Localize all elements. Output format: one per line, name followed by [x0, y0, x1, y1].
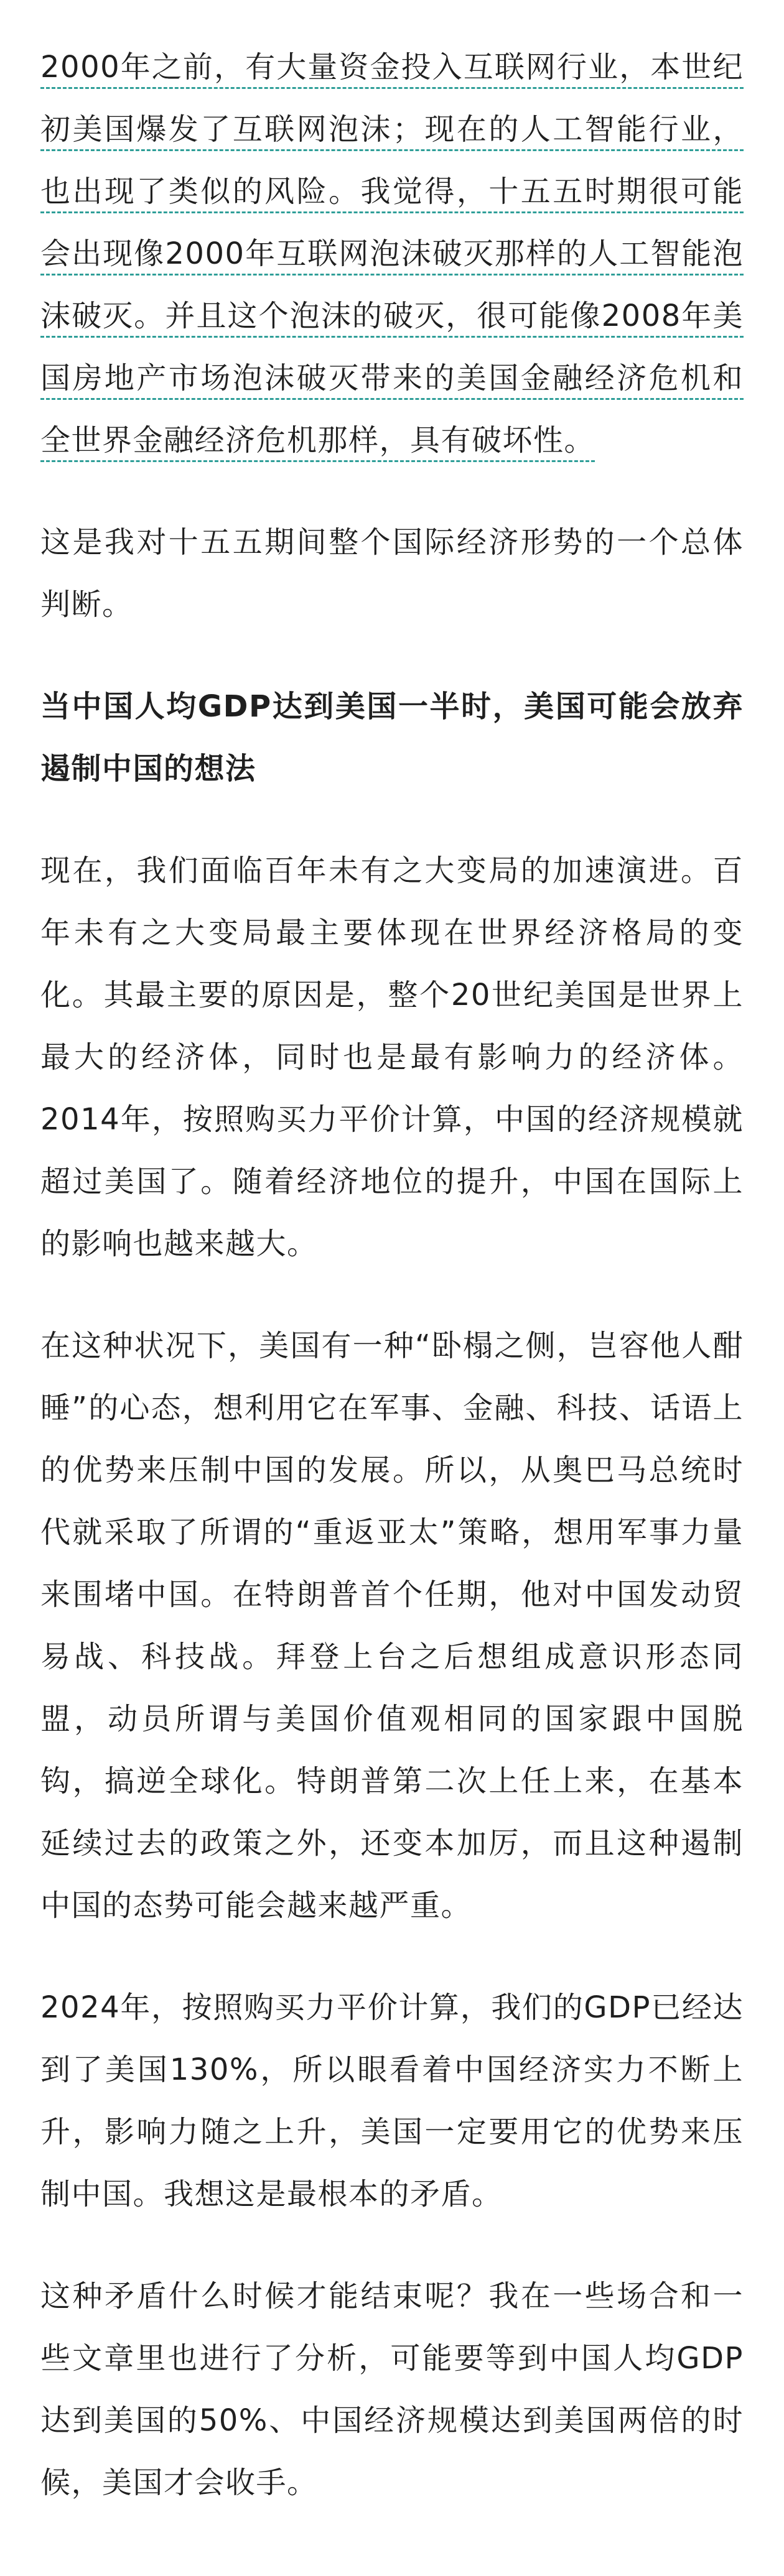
paragraph-ai-bubble: 2000年之前，有大量资金投入互联网行业，本世纪初美国爆发了互联网泡沫；现在的人工智能行业，也出现了类似的风险。我觉得，十五五时期很可能会出现像2000年互联网泡沫破灭那样的人工智能泡沫破灭。并且这个泡沫的破灭，很可能像2008年美国房地产市场泡沫破灭带来的美国金融经济危机和全世界金融经济危机那样，具有破坏性。 [40, 50, 744, 458]
paragraph-us-containment: 在这种状况下，美国有一种“卧榻之侧，岂容他人酣睡”的心态，想利用它在军事、金融、科技、话语上的优势来压制中国的发展。所以，从奥巴马总统时代就采取了所谓的“重返亚太”策略，想用军事力量来围堵中国。在特朗普首个任期，他对中国发动贸易战、科技战。拜登上台之后想组成意识形态同盟，动员所谓与美国价值观相同的国家跟中国脱钩，搞逆全球化。特朗普第二次上任上来，在基本延续过去的政策之外，还变本加厉，而且这种遏制中国的态势可能会越来越严重。 [40, 1328, 744, 1923]
section-heading: 当中国人均GDP达到美国一半时，美国可能会放弃遏制中国的想法 [40, 689, 744, 786]
paragraph-gdp-2024: 2024年，按照购买力平价计算，我们的GDP已经达到了美国130%，所以眼看着中国经济实力不断上升，影响力随之上升，美国一定要用它的优势来压制中国。我想这是最根本的矛盾。 [40, 1990, 744, 2212]
paragraph-overall-judgment: 这是我对十五五期间整个国际经济形势的一个总体判断。 [40, 525, 744, 622]
paragraph-contradiction-end: 这种矛盾什么时候才能结束呢？我在一些场合和一些文章里也进行了分析，可能要等到中国人均GDP达到美国的50%、中国经济规模达到美国两倍的时候，美国才会收手。 [40, 2279, 744, 2500]
paragraph-great-changes: 现在，我们面临百年未有之大变局的加速演进。百年未有之大变局最主要体现在世界经济格局的变化。其最主要的原因是，整个20世纪美国是世界上最大的经济体，同时也是最有影响力的经济体。2014年，按照购买力平价计算，中国的经济规模就超过美国了。随着经济地位的提升，中国在国际上的影响也越来越大。 [40, 853, 744, 1261]
article-body [0, 36, 784, 2514]
